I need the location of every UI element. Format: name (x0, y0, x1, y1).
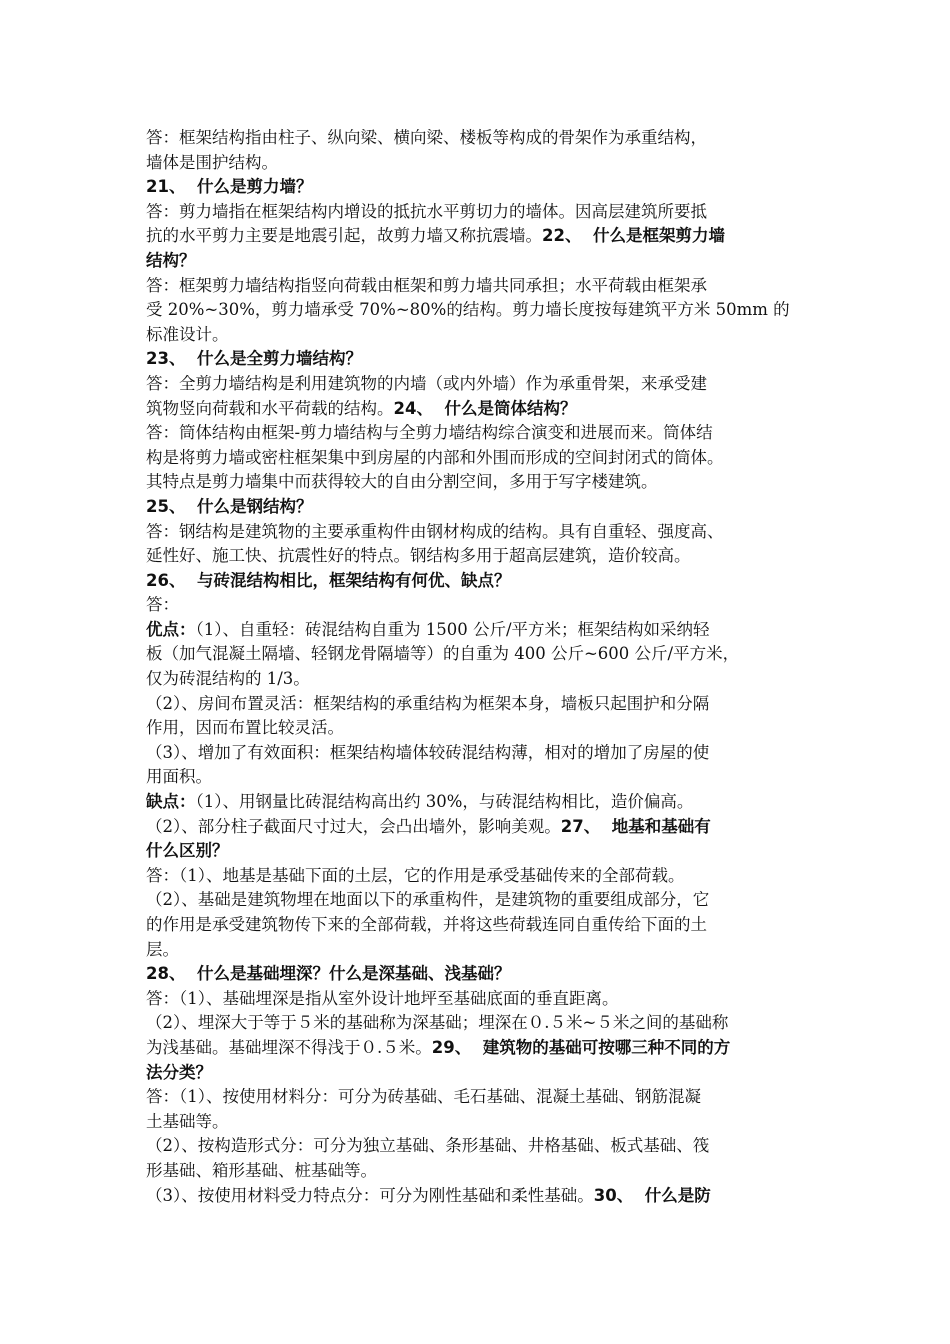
text-line (146, 667, 810, 692)
text-line (146, 175, 810, 200)
body-text: 形基础、箱形基础、桩基础等。 (146, 1160, 377, 1180)
body-text: 构是将剪力墙或密柱框架集中到房屋的内部和外围而形成的空间封闭式的筒体。 (146, 447, 724, 467)
text-line (146, 495, 810, 520)
text-line (146, 692, 810, 717)
body-text: 答：框架剪力墙结构指竖向荷载由框架和剪力墙共同承担；水平荷载由框架承 (146, 275, 707, 295)
body-text: 答：框架结构指由柱子、纵向梁、横向梁、楼板等构成的骨架作为承重结构， (146, 128, 707, 147)
text-line (146, 274, 810, 299)
text-line (146, 126, 810, 151)
text-line (146, 716, 810, 741)
bold-text: 什么区别？ (146, 841, 229, 861)
bold-text: 结构？ (146, 250, 196, 270)
body-text: （2）、埋深大于等于５米的基础称为深基础；埋深在０.５米~５米之间的基础称 (146, 1013, 729, 1033)
text-line (146, 200, 810, 225)
body-text: 作用，因而布置比较灵活。 (146, 718, 344, 738)
text-line (146, 1011, 810, 1036)
text-line (146, 593, 810, 618)
text-line (146, 1085, 810, 1110)
body-text: 答：全剪力墙结构是利用建筑物的内墙（或内外墙）作为承重骨架，来承受建 (146, 373, 707, 393)
body-text: 层。 (146, 939, 179, 959)
text-line (146, 1061, 810, 1086)
text-line (146, 888, 810, 913)
body-text: 答：剪力墙指在框架结构内增设的抵抗水平剪切力的墙体。因高层建筑所要抵 (146, 201, 707, 221)
body-text: （2）、房间布置灵活：框架结构的承重结构为框架本身，墙板只起围护和分隔 (146, 693, 710, 713)
body-text: 筑物竖向荷载和水平荷载的结构。 (146, 398, 394, 418)
body-text: 受 20%~30%，剪力墙承受 70%~80%的结构。剪力墙长度按每建筑平方米 50mm 的 (146, 300, 790, 320)
text-line (146, 520, 810, 545)
body-text: 答： (146, 595, 179, 615)
bold-text: 优点： (146, 619, 196, 639)
body-text: 答：钢结构是建筑物的主要承重构件由钢材构成的结构。具有自重轻、强度高、 (146, 521, 724, 541)
text-line (146, 987, 810, 1012)
text-line (146, 1184, 810, 1209)
document-body (146, 126, 810, 1208)
text-line (146, 421, 810, 446)
text-line (146, 1134, 810, 1159)
body-text: 延性好、施工快、抗震性好的特点。钢结构多用于超高层建筑，造价较高。 (146, 546, 691, 566)
text-line (146, 323, 810, 348)
body-text: （1）、自重轻：砖混结构自重为 1500 公斤/平方米；框架结构如采纳轻 (195, 619, 710, 639)
text-line (146, 864, 810, 889)
text-line (146, 642, 810, 667)
text-line (146, 938, 810, 963)
text-line (146, 397, 810, 422)
text-line (146, 765, 810, 790)
bold-text: 21、 什么是剪力墙？ (146, 177, 313, 197)
text-line (146, 569, 810, 594)
body-text: （2）、基础是建筑物埋在地面以下的承重构件，是建筑物的重要组成部分，它 (146, 890, 710, 910)
body-text: 答：筒体结构由框架-剪力墙结构与全剪力墙结构综合演变和进展而来。筒体结 (146, 423, 713, 443)
text-line (146, 815, 810, 840)
body-text: 标准设计。 (146, 324, 229, 344)
text-line (146, 224, 810, 249)
text-line (146, 544, 810, 569)
body-text: 答：（1）、地基是基础下面的土层，它的作用是承受基础传来的全部荷载。 (146, 865, 685, 885)
bold-text: 26、 与砖混结构相比，框架结构有何优、缺点？ (146, 570, 511, 590)
text-line (146, 372, 810, 397)
body-text: （3）、增加了有效面积：框架结构墙体较砖混结构薄，相对的增加了房屋的使 (146, 742, 710, 762)
bold-text: 缺点： (146, 792, 196, 812)
bold-text: 30、 什么是防 (593, 1185, 711, 1205)
body-text: 板（加气混凝土隔墙、轻钢龙骨隔墙等）的自重为 400 公斤~600 公斤/平方米， (146, 644, 740, 664)
body-text: 墙体是围护结构。 (146, 152, 278, 172)
body-text: 用面积。 (146, 767, 212, 787)
body-text: 为浅基础。基础埋深不得浅于０.５米。 (146, 1037, 432, 1057)
body-text: 的作用是承受建筑物传下来的全部荷载，并将这些荷载连同自重传给下面的土 (146, 915, 707, 934)
body-text: （2）、部分柱子截面尺寸过大，会凸出墙外，影响美观。 (146, 816, 561, 836)
body-text: 其特点是剪力墙集中而获得较大的自由分割空间，多用于写字楼建筑。 (146, 472, 658, 492)
bold-text: 23、 什么是全剪力墙结构？ (146, 349, 362, 369)
text-line (146, 249, 810, 274)
bold-text: 24、 什么是筒体结构？ (393, 398, 577, 418)
bold-text: 25、 什么是钢结构？ (146, 496, 313, 516)
bold-text: 29、 建筑物的基础可按哪三种不同的方 (431, 1037, 731, 1057)
text-line (146, 470, 810, 495)
text-line (146, 151, 810, 176)
text-line (146, 962, 810, 987)
body-text: 抗的水平剪力主要是地震引起，故剪力墙又称抗震墙。 (146, 226, 542, 246)
body-text: （1）、用钢量比砖混结构高出约 30%，与砖混结构相比，造价偏高。 (195, 792, 694, 812)
bold-text: 28、 什么是基础埋深？什么是深基础、浅基础？ (146, 964, 511, 984)
text-line (146, 913, 810, 938)
bold-text: 27、 地基和基础有 (560, 816, 711, 836)
text-line (146, 1110, 810, 1135)
body-text: 答：（1）、按使用材料分：可分为砖基础、毛石基础、混凝土基础、钢筋混凝 (146, 1087, 701, 1107)
text-line (146, 1036, 810, 1061)
body-text: 土基础等。 (146, 1111, 229, 1131)
text-line (146, 839, 810, 864)
text-line (146, 741, 810, 766)
text-line (146, 298, 810, 323)
text-line (146, 790, 810, 815)
text-line (146, 1159, 810, 1184)
body-text: 答：（1）、基础埋深是指从室外设计地坪至基础底面的垂直距离。 (146, 988, 619, 1008)
body-text: 仅为砖混结构的 1/3。 (146, 669, 310, 689)
body-text: （3）、按使用材料受力特点分：可分为刚性基础和柔性基础。 (146, 1185, 594, 1205)
bold-text: 22、 什么是框架剪力墙 (542, 226, 725, 246)
body-text: （2）、按构造形式分：可分为独立基础、条形基础、井格基础、板式基础、筏 (146, 1136, 710, 1156)
text-line (146, 618, 810, 643)
text-line (146, 446, 810, 471)
text-line (146, 347, 810, 372)
bold-text: 法分类？ (146, 1062, 212, 1082)
